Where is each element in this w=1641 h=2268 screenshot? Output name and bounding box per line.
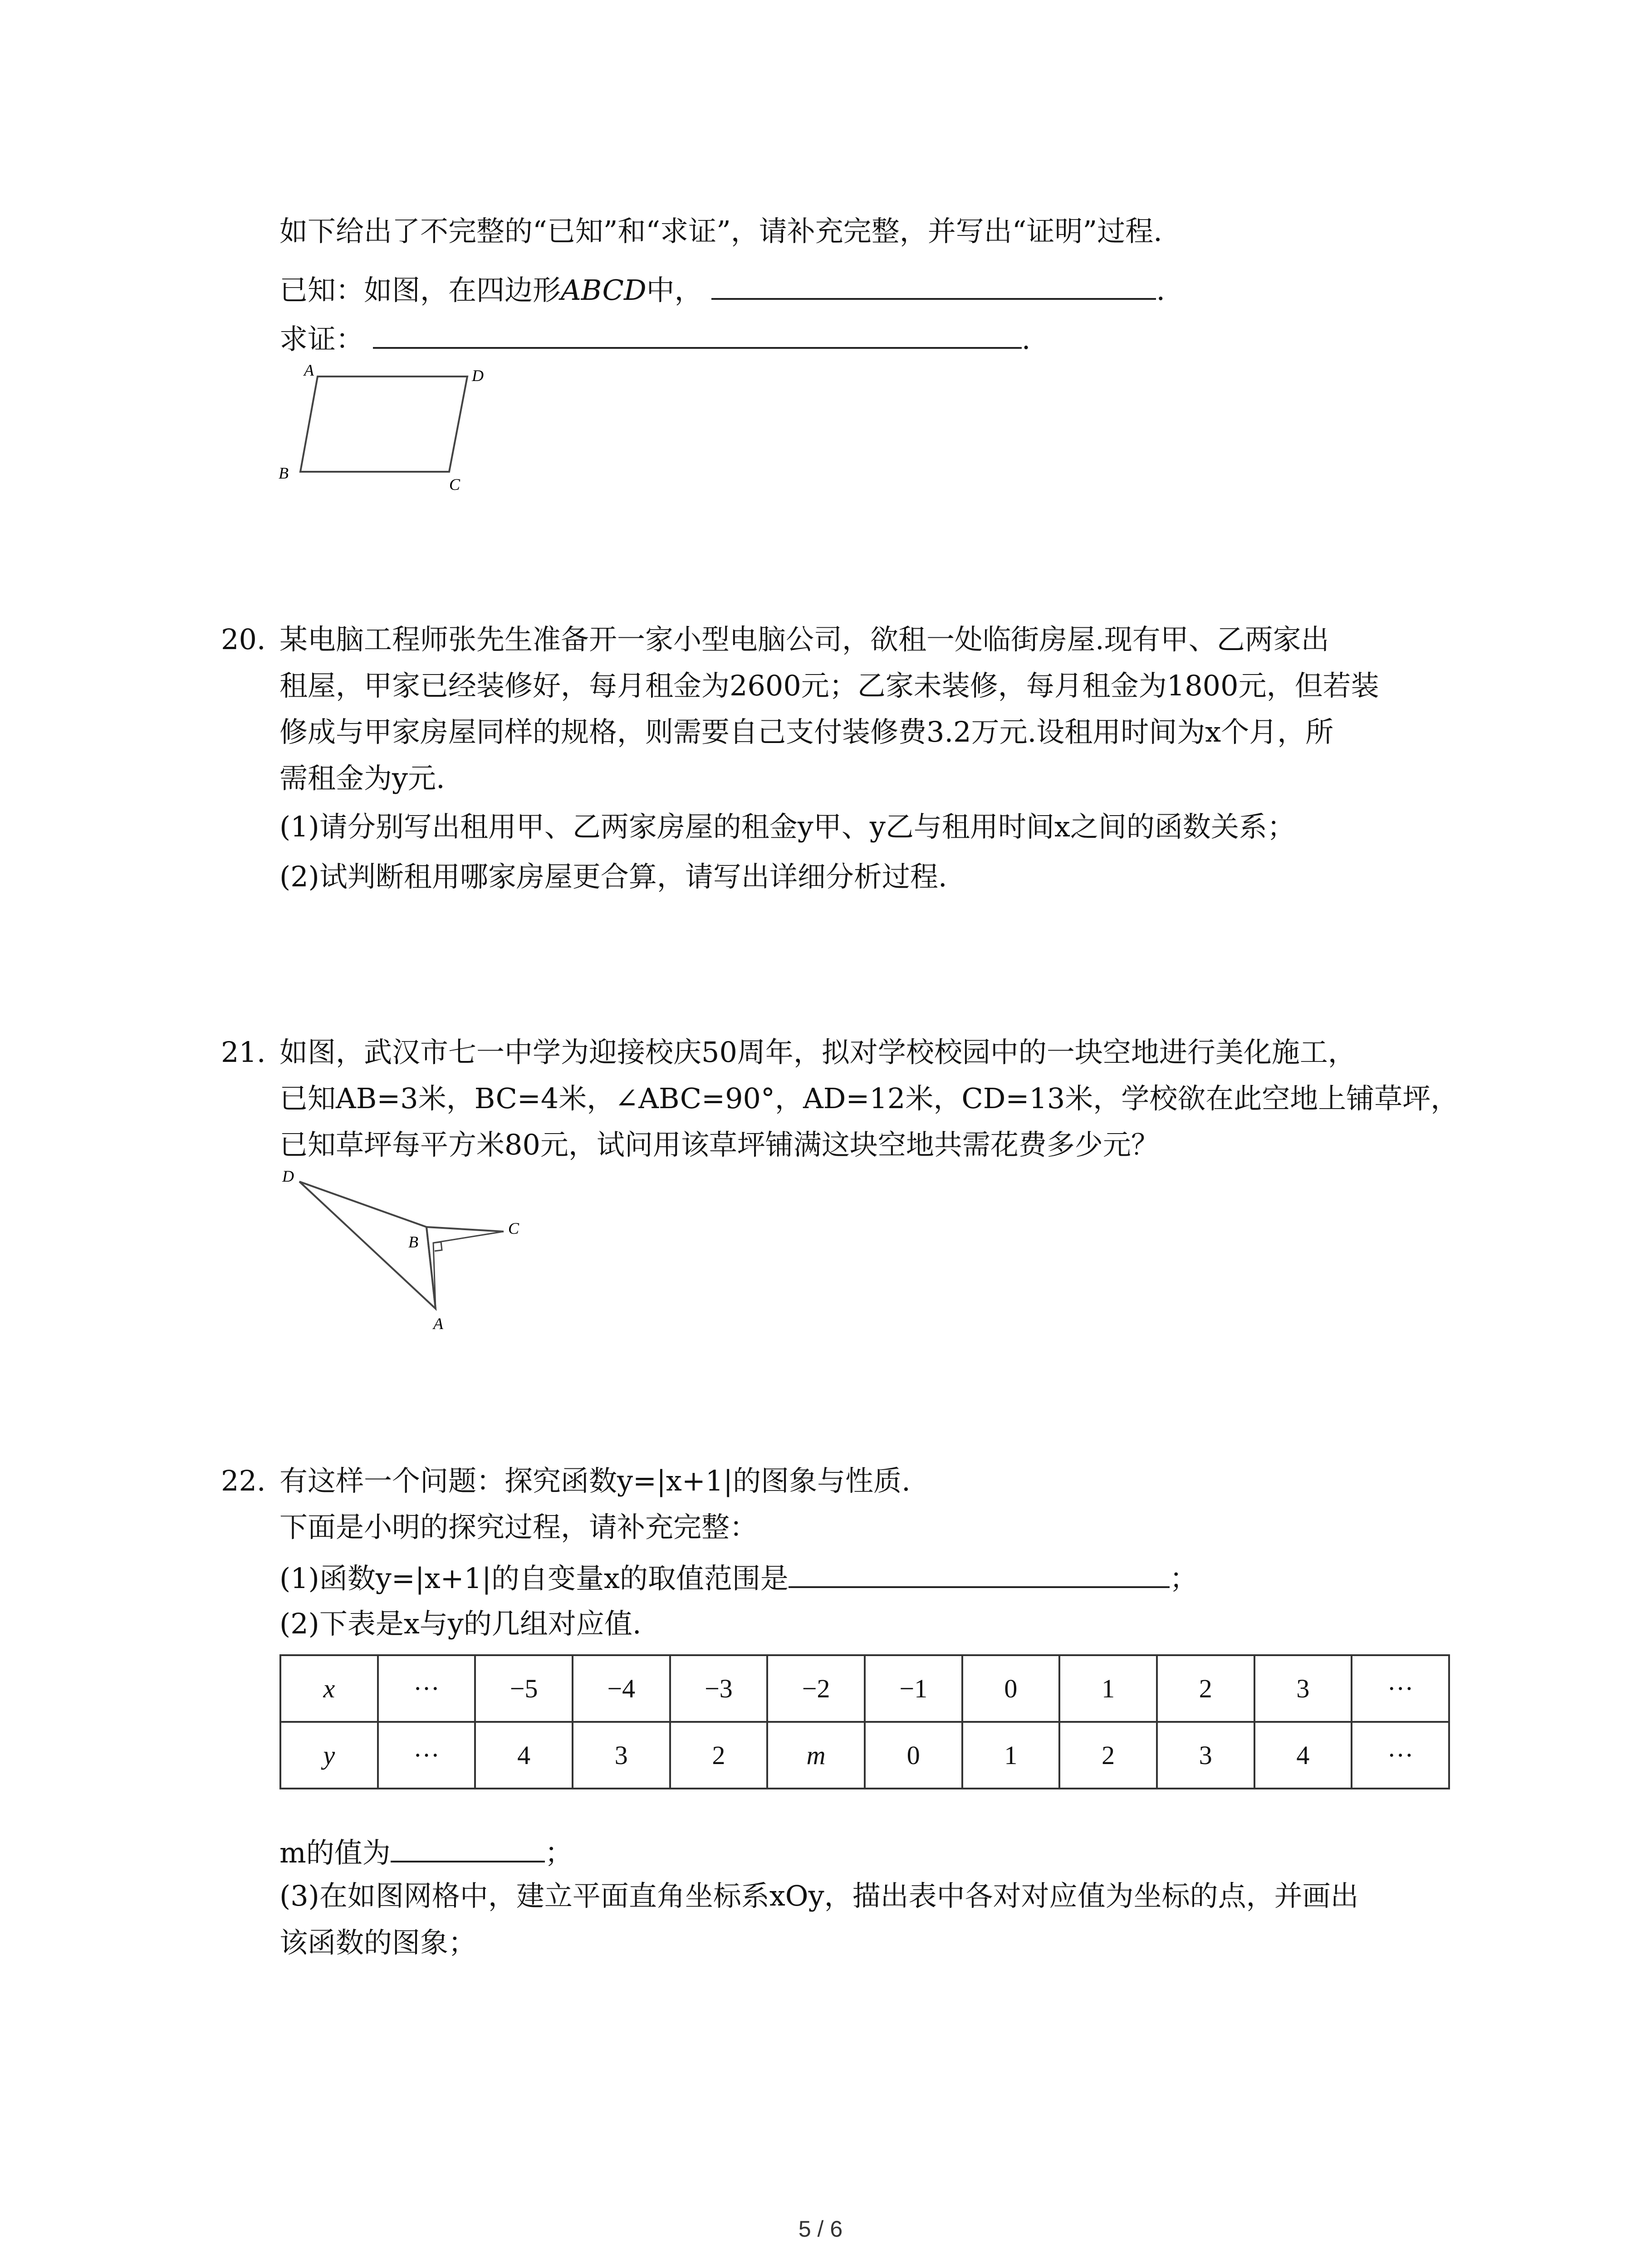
segment-bc [426,1227,504,1232]
table-cell: ··· [1352,1722,1449,1789]
table-cell: 0 [962,1655,1060,1722]
table-cell: 4 [1254,1722,1352,1789]
q22-part1-blank[interactable] [789,1558,1170,1588]
table-cell: m [767,1722,865,1789]
q22-m-end: ； [544,1836,573,1869]
q20-line2: 租屋，甲家已经装修好，每月租金为2600元；乙家未装修，每月租金为1800元，但若装 [279,669,1379,702]
label-c: C [449,475,460,494]
q21-number: 21. [221,1036,266,1069]
table-cell: 4 [475,1722,573,1789]
table-cell: 2 [1059,1722,1157,1789]
q20-line4: 需租金为y元. [279,762,445,795]
quadrilateral-svg [272,1161,544,1334]
table-cell: y [280,1722,378,1789]
table-cell: 3 [1157,1722,1254,1789]
q21-line2: 已知AB=3米，BC=4米，∠ABC=90°，AD=12米，CD=13米，学校欲在此空地上铺草坪， [279,1082,1459,1115]
table-cell: 2 [1157,1655,1254,1722]
q22-line1 [221,1463,911,1499]
q20-line1 [221,621,1329,658]
q21-line1 [221,1034,1356,1070]
table-cell: −2 [767,1655,865,1722]
table-cell: −5 [475,1655,573,1722]
q22-part1-end: ； [1169,1562,1198,1595]
q21-quadrilateral-figure [272,1161,544,1334]
q22-m-blank[interactable] [391,1833,545,1862]
q21-line3: 已知草坪每平方米80元，试问用该草坪铺满这块空地共需花费多少元？ [279,1128,1159,1161]
q19-given-prefix: 已知：如图，在四边形 [279,274,561,307]
value-table [279,1654,1450,1789]
q22-part1 [279,1558,1198,1597]
label-a: A [304,361,314,379]
table-cell: x [280,1655,378,1722]
table-cell: −3 [670,1655,768,1722]
table-cell: −4 [573,1655,670,1722]
q20-part2: (2)试判断租用哪家房屋更合算，请写出详细分析过程. [279,860,947,893]
table-cell: 1 [1059,1655,1157,1722]
table-row-x [280,1655,1449,1722]
table-cell: 3 [573,1722,670,1789]
q19-prove-end: . [1021,323,1031,356]
q20-part1: (1)请分别写出租用甲、乙两家房屋的租金y甲、y乙与租用时间x之间的函数关系； [279,810,1295,843]
segments-c-b-a [433,1232,504,1309]
q20-number: 20. [221,623,266,656]
right-angle-mark [433,1242,442,1251]
label-a: A [433,1315,443,1333]
table-cell: ··· [1352,1655,1449,1722]
q22-part2: (2)下表是x与y的几组对应值. [279,1607,642,1640]
q22-number: 22. [221,1464,266,1497]
q19-given-blank[interactable] [711,270,1156,300]
q22-text-1: 有这样一个问题：探究函数y=|x+1|的图象与性质. [279,1464,911,1497]
label-c: C [508,1219,519,1237]
q21-text-1: 如图，武汉市七一中学为迎接校庆50周年，拟对学校校园中的一块空地进行美化施工， [279,1036,1356,1069]
q20-text-1: 某电脑工程师张先生准备开一家小型电脑公司，欲租一处临街房屋.现有甲、乙两家出 [279,623,1329,656]
label-d: D [472,367,484,385]
table-cell: ··· [378,1722,475,1789]
table-row-y [280,1722,1449,1789]
table-cell: ··· [378,1655,475,1722]
q22-part1-prefix: (1)函数y=|x+1|的自变量x的取值范围是 [279,1562,789,1595]
page-number: 5 / 6 [798,2216,843,2242]
table-cell: −1 [865,1655,962,1722]
q22-m-prefix: m的值为 [279,1836,391,1869]
q19-parallelogram-figure [272,358,508,494]
table-cell: 1 [962,1722,1060,1789]
parallelogram-svg [272,358,508,494]
q19-intro: 如下给出了不完整的“已知”和“求证”，请补充完整，并写出“证明”过程. [279,215,1162,248]
q19-prove [279,319,1030,357]
q22-line2: 下面是小明的探究过程，请补充完整： [279,1510,758,1544]
q22-part3-line2: 该函数的图象； [279,1926,477,1959]
table-cell: 0 [865,1722,962,1789]
table-cell: 3 [1254,1655,1352,1722]
q22-part3-line1: (3)在如图网格中，建立平面直角坐标系xOy，描出表中各对对应值为坐标的点，并画出 [279,1879,1359,1912]
label-b: B [279,464,289,482]
q20-line3: 修成与甲家房屋同样的规格，则需要自己支付装修费3.2万元.设租用时间为x个月，所 [279,715,1334,748]
q19-given-suffix: 中， [646,274,703,307]
q19-prove-blank[interactable] [373,319,1022,349]
q19-given-name: ABCD [561,274,647,307]
table-cell: 2 [670,1722,768,1789]
label-d: D [282,1167,294,1185]
label-b: B [408,1233,418,1251]
q22-m-value [279,1833,573,1871]
q19-given-end: . [1156,274,1166,307]
q19-prove-prefix: 求证： [279,323,364,356]
xy-value-table [279,1654,1450,1786]
parallelogram-shape [300,376,467,472]
q19-given [279,270,1165,308]
